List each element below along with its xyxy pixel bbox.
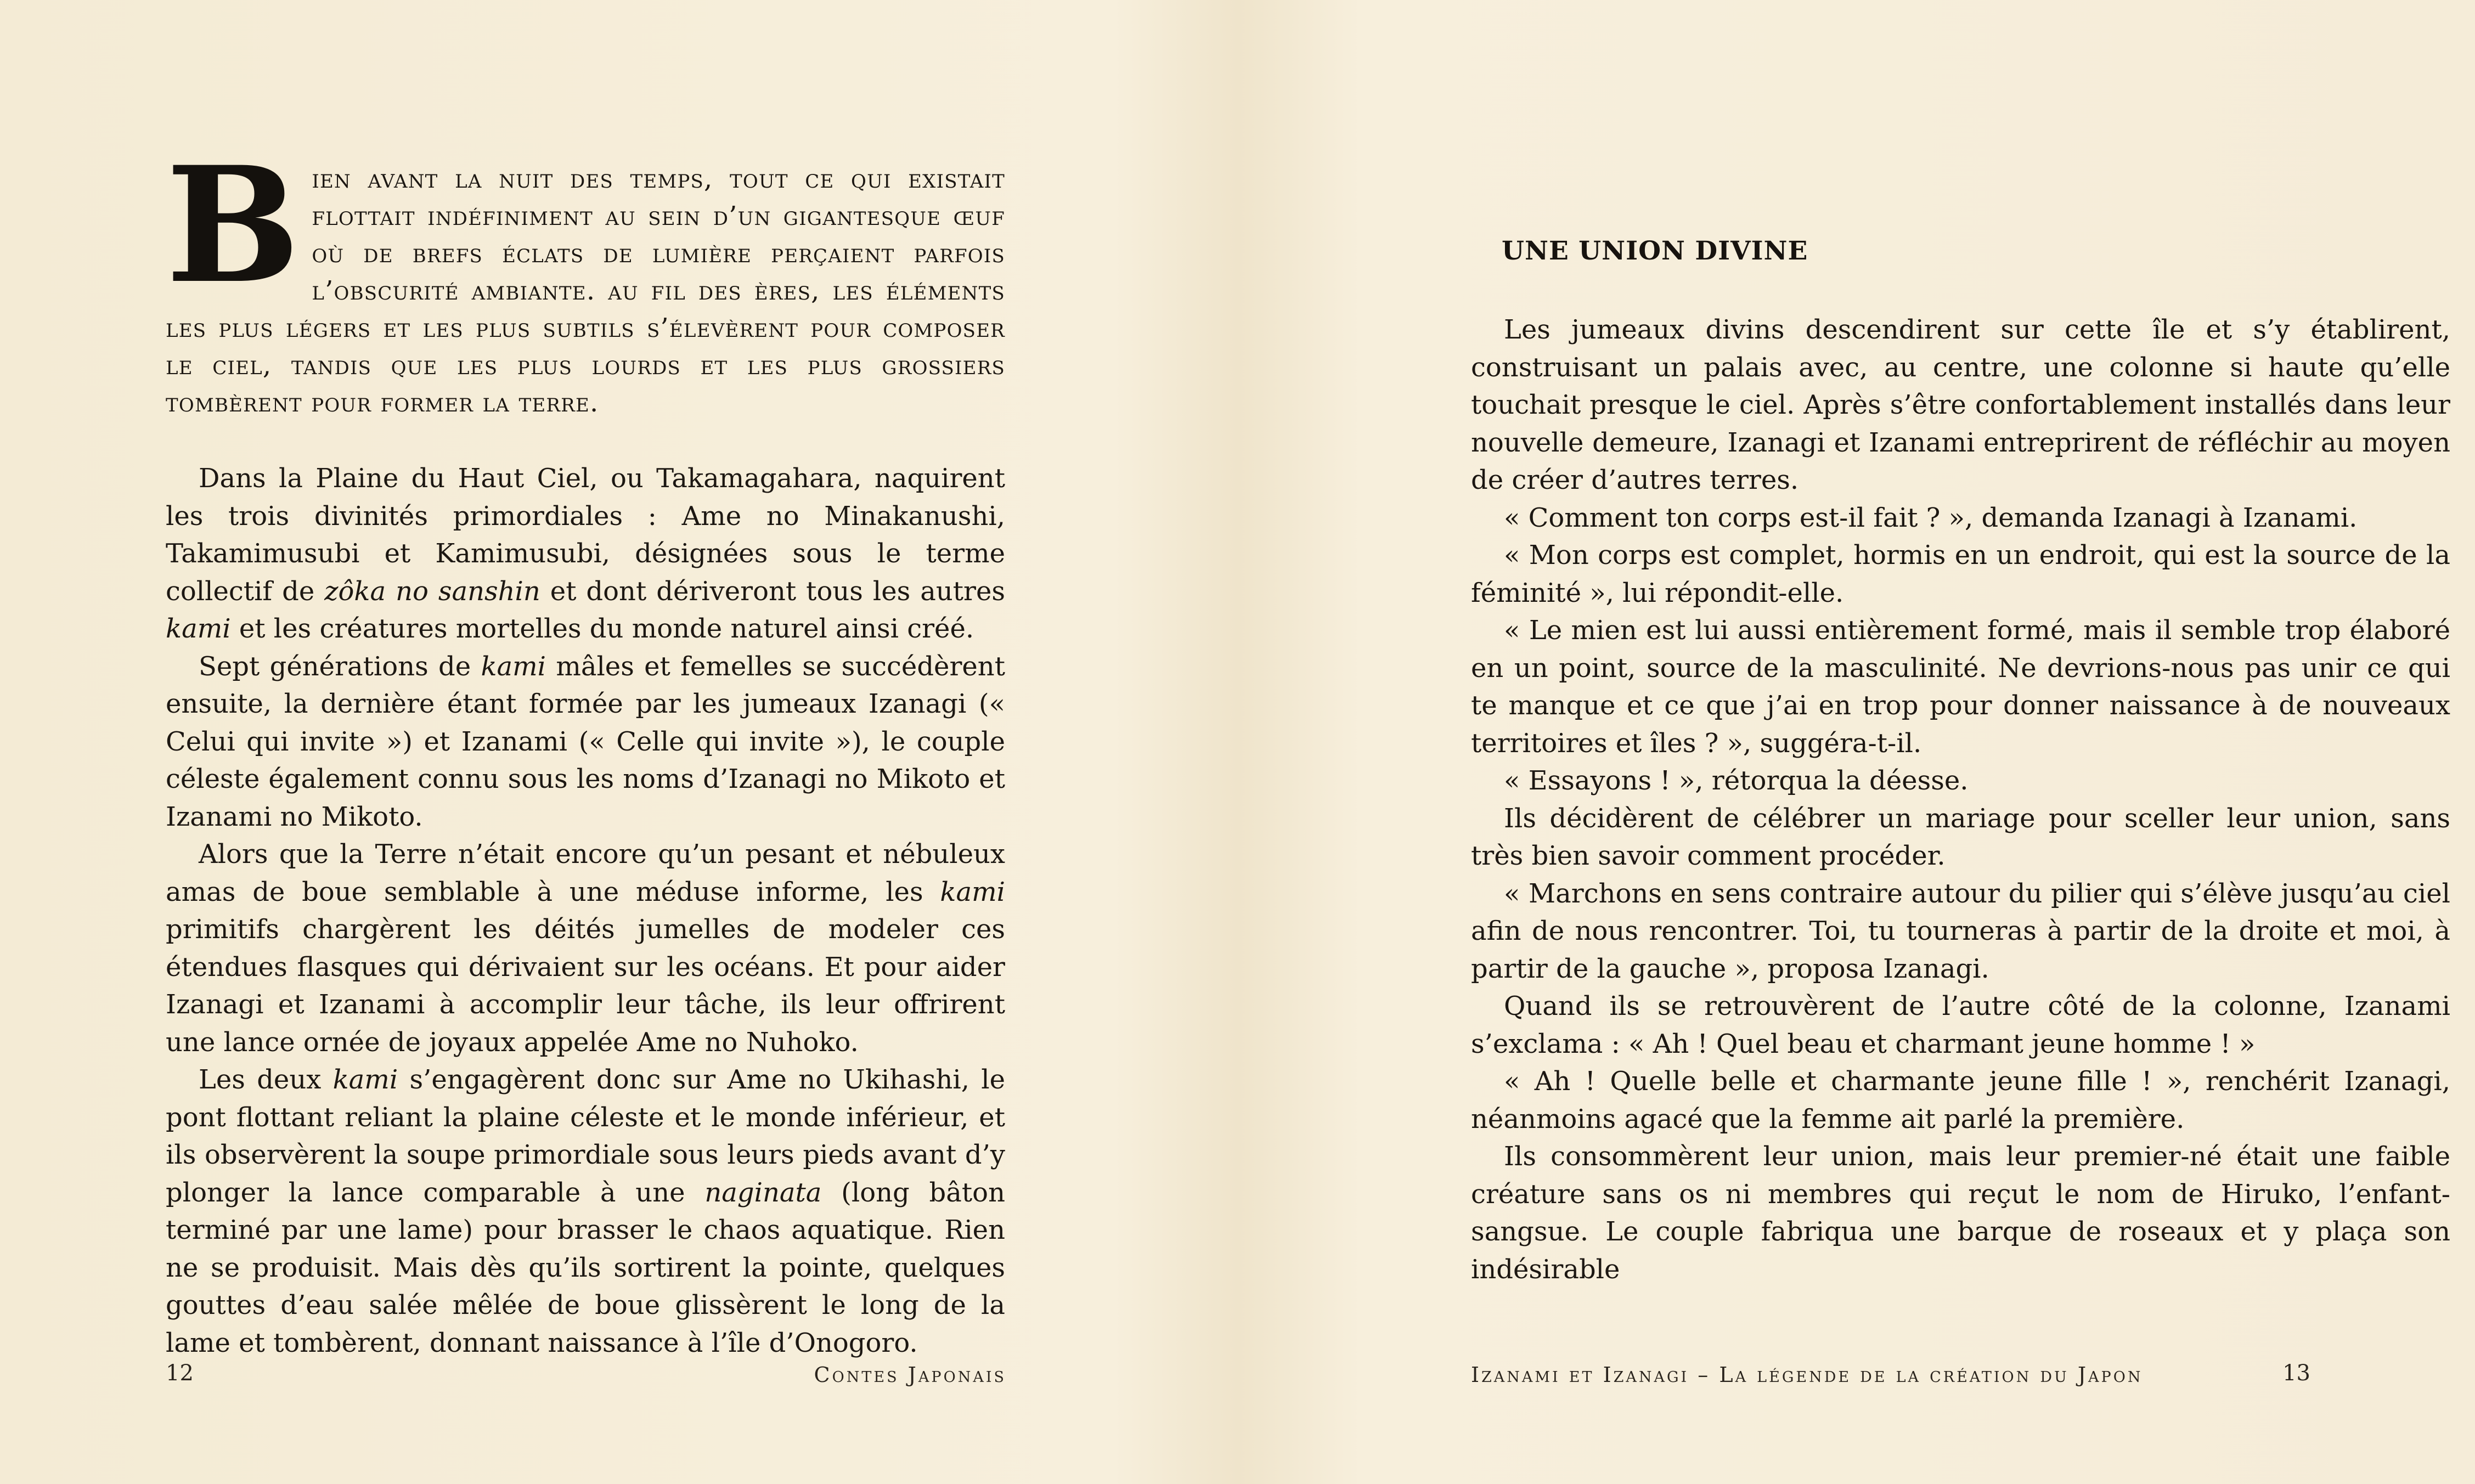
paragraph: « Le mien est lui aussi entièrement formé, mais il semble trop élaboré en un point, source de la masculinité. Ne devrions-nous pas unir ce qui te manque et ce que j’ai en trop pour donner naissance à de nouveaux territoires et îles ? », suggéra-t-il. <box>1471 615 2450 759</box>
running-head: Contes Japonais <box>814 1363 1006 1387</box>
intro-text: ien avant la nuit des temps, tout ce qui existait flottait indéfiniment au sein d’un gigantesque œuf où de brefs éclats de lumière perçaient parfois l’obscurité ambiante. au fil des ères, les éléments les plus légers et les plus subtils s’élevèrent pour composer le ciel, tandis que les plus lourds et les plus grossiers tombèrent pour former la terre. <box>166 163 1005 418</box>
left-page <box>0 0 1237 1484</box>
page-number: 12 <box>166 1361 194 1386</box>
paragraph: Les deux kami s’engagèrent donc sur Ame no Ukihashi, le pont flottant reliant la plaine céleste et le monde inférieur, et ils observèrent la soupe primordiale sous leurs pieds avant d’y plonger la lance comparable à une naginata (long bâton terminé par une lame) pour brasser le chaos aquatique. Rien ne se produisit. Mais dès qu’ils sortirent la pointe, quelques gouttes d’eau salée mêlée de boue glissèrent le long de la lame et tombèrent, donnant naissance à l’île d’Onogoro. <box>166 1064 1006 1358</box>
left-text-column <box>166 132 1006 1362</box>
paragraph: « Mon corps est complet, hormis en un endroit, qui est la source de la féminité », lui répondit-elle. <box>1471 540 2450 608</box>
section-title: UNE UNION DIVINE <box>1502 236 1808 266</box>
right-text-column <box>1471 236 2450 1288</box>
chapter-intro <box>166 132 1005 421</box>
paragraph: Sept générations de kami mâles et femelles se succédèrent ensuite, la dernière étant formée par les jumeaux Izanagi (« Celui qui invite ») et Izanami (« Celle qui invite »), le couple céleste également connu sous les noms d’Izanagi no Mikoto et Izanami no Mikoto. <box>166 651 1005 832</box>
paragraph: Ils consommèrent leur union, mais leur premier-né était une faible créature sans os ni membres qui reçut le nom de Hiruko, l’enfant-sangsue. Le couple fabriqua une barque de roseaux et y plaça son indésirable <box>1471 1141 2450 1285</box>
paragraph: Quand ils se retrouvèrent de l’autre côté de la colonne, Izanami s’exclama : « Ah ! Quel beau et charmant jeune homme ! » <box>1471 991 2450 1059</box>
paragraph: « Ah ! Quelle belle et charmante jeune fille ! », renchérit Izanagi, néanmoins agacé que la femme ait parlé la première. <box>1471 1066 2450 1135</box>
paragraph: « Essayons ! », rétorqua la déesse. <box>1504 765 1969 796</box>
page-number: 13 <box>2282 1361 2310 1386</box>
paragraph: Alors que la Terre n’était encore qu’un pesant et nébuleux amas de boue semblable à une méduse informe, les kami primitifs chargèrent les déités jumelles de modeler ces étendues flasques qui dérivaient sur les océans. Et pour aider Izanagi et Izanami à accomplir leur tâche, ils leur offrirent une lance ornée de joyaux appelée Ame no Nuhoko. <box>166 839 1005 1058</box>
paragraph: Les jumeaux divins descendirent sur cette île et s’y établirent, construisant un palais avec, au centre, une colonne si haute qu’elle touchait presque le ciel. Après s’être confortablement installés dans leur nouvelle demeure, Izanagi et Izanami entreprirent de réfléchir au moyen de créer d’autres terres. <box>1471 314 2450 495</box>
paragraph: Dans la Plaine du Haut Ciel, ou Takamagahara, naquirent les trois divinités primordiales : Ame no Minakanushi, Takamimusubi et Kamimusubi, désignées sous le terme collectif de zôka no sanshin et dont dériveront tous les autres kami et les créatures mortelles du monde naturel ainsi créé. <box>166 463 1006 644</box>
right-page <box>1238 0 2475 1484</box>
running-head: Izanami et Izanagi – La légende de la création du Japon <box>1471 1363 2143 1387</box>
paragraph: Ils décidèrent de célébrer un mariage pour sceller leur union, sans très bien savoir comment procéder. <box>1471 803 2450 871</box>
paragraph: « Marchons en sens contraire autour du pilier qui s’élève jusqu’au ciel afin de nous rencontrer. Toi, tu tourneras à partir de la droite et moi, à partir de la gauche », proposa Izanagi. <box>1471 878 2450 984</box>
drop-cap: B <box>166 132 301 319</box>
paragraph: « Comment ton corps est-il fait ? », demanda Izanagi à Izanami. <box>1504 502 2358 533</box>
